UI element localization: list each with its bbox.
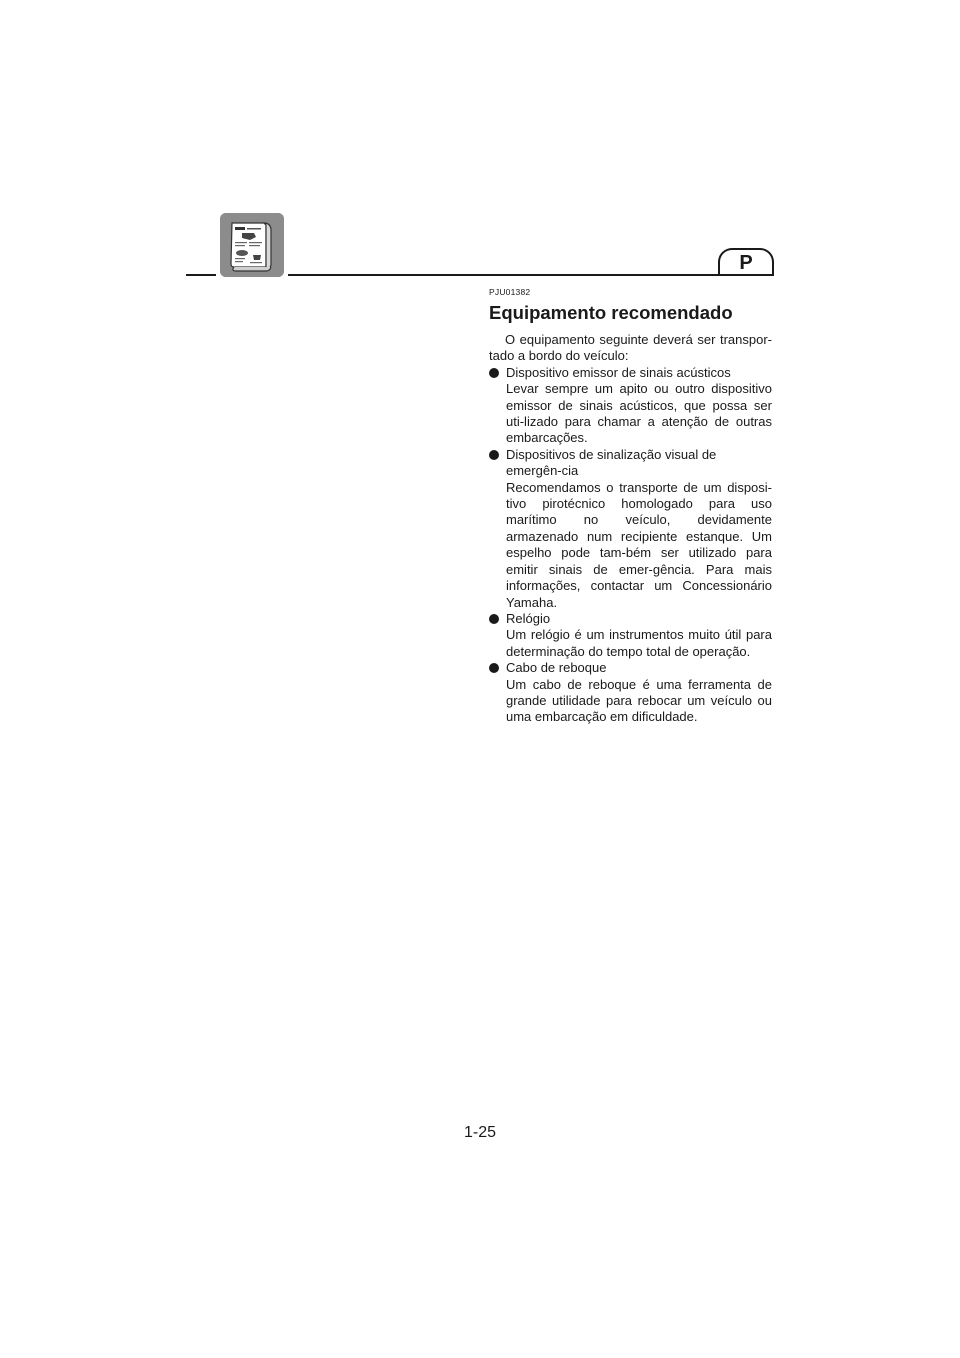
list-item — [489, 611, 772, 660]
page-number: 1-25 — [463, 1124, 497, 1141]
bullet-icon — [489, 450, 499, 460]
header-rule-right — [288, 274, 774, 276]
item-title: Dispositivo emissor de sinais acústicos — [506, 364, 731, 380]
item-title: Cabo de reboque — [506, 660, 607, 676]
equipment-list — [489, 365, 772, 726]
item-body: Recomendamos o transporte de um disposi-tivo pirotécnico homologado para uso marítimo no veículo, devidamente armazenado num recipiente estanque. Um espelho pode tam-bém ser utilizado para emitir sinais de emer-gência. Para mais informações, contactar um Concessionário Yamaha. — [506, 479, 772, 610]
item-title: Dispositivos de sinalização visual de emergên-cia — [506, 446, 717, 479]
bullet-icon — [489, 614, 499, 624]
section-content — [489, 287, 772, 726]
language-badge: P — [718, 248, 774, 274]
item-title: Relógio — [506, 610, 551, 626]
header-rule-left — [186, 274, 216, 276]
item-body: Um relógio é um instrumentos muito útil para determinação do tempo total de operação. — [506, 627, 772, 659]
list-item — [489, 365, 772, 447]
manual-document-icon — [220, 213, 284, 277]
list-item — [489, 660, 772, 726]
section-code: PJU01382 — [489, 287, 531, 297]
item-body: Um cabo de reboque é uma ferramenta de grande utilidade para rebocar um veículo ou uma embarcação em dificuldade. — [506, 676, 772, 725]
section-intro: O equipamento seguinte deverá ser transpor-tado a bordo do veículo: — [489, 332, 772, 364]
bullet-icon — [489, 663, 499, 673]
item-body: Levar sempre um apito ou outro dispositivo emissor de sinais acústicos, que possa ser uti-lizado para chamar a atenção de outras embarcações. — [506, 381, 772, 446]
list-item — [489, 447, 772, 611]
section-title: Equipamento recomendado — [489, 302, 733, 323]
bullet-icon — [489, 368, 499, 378]
